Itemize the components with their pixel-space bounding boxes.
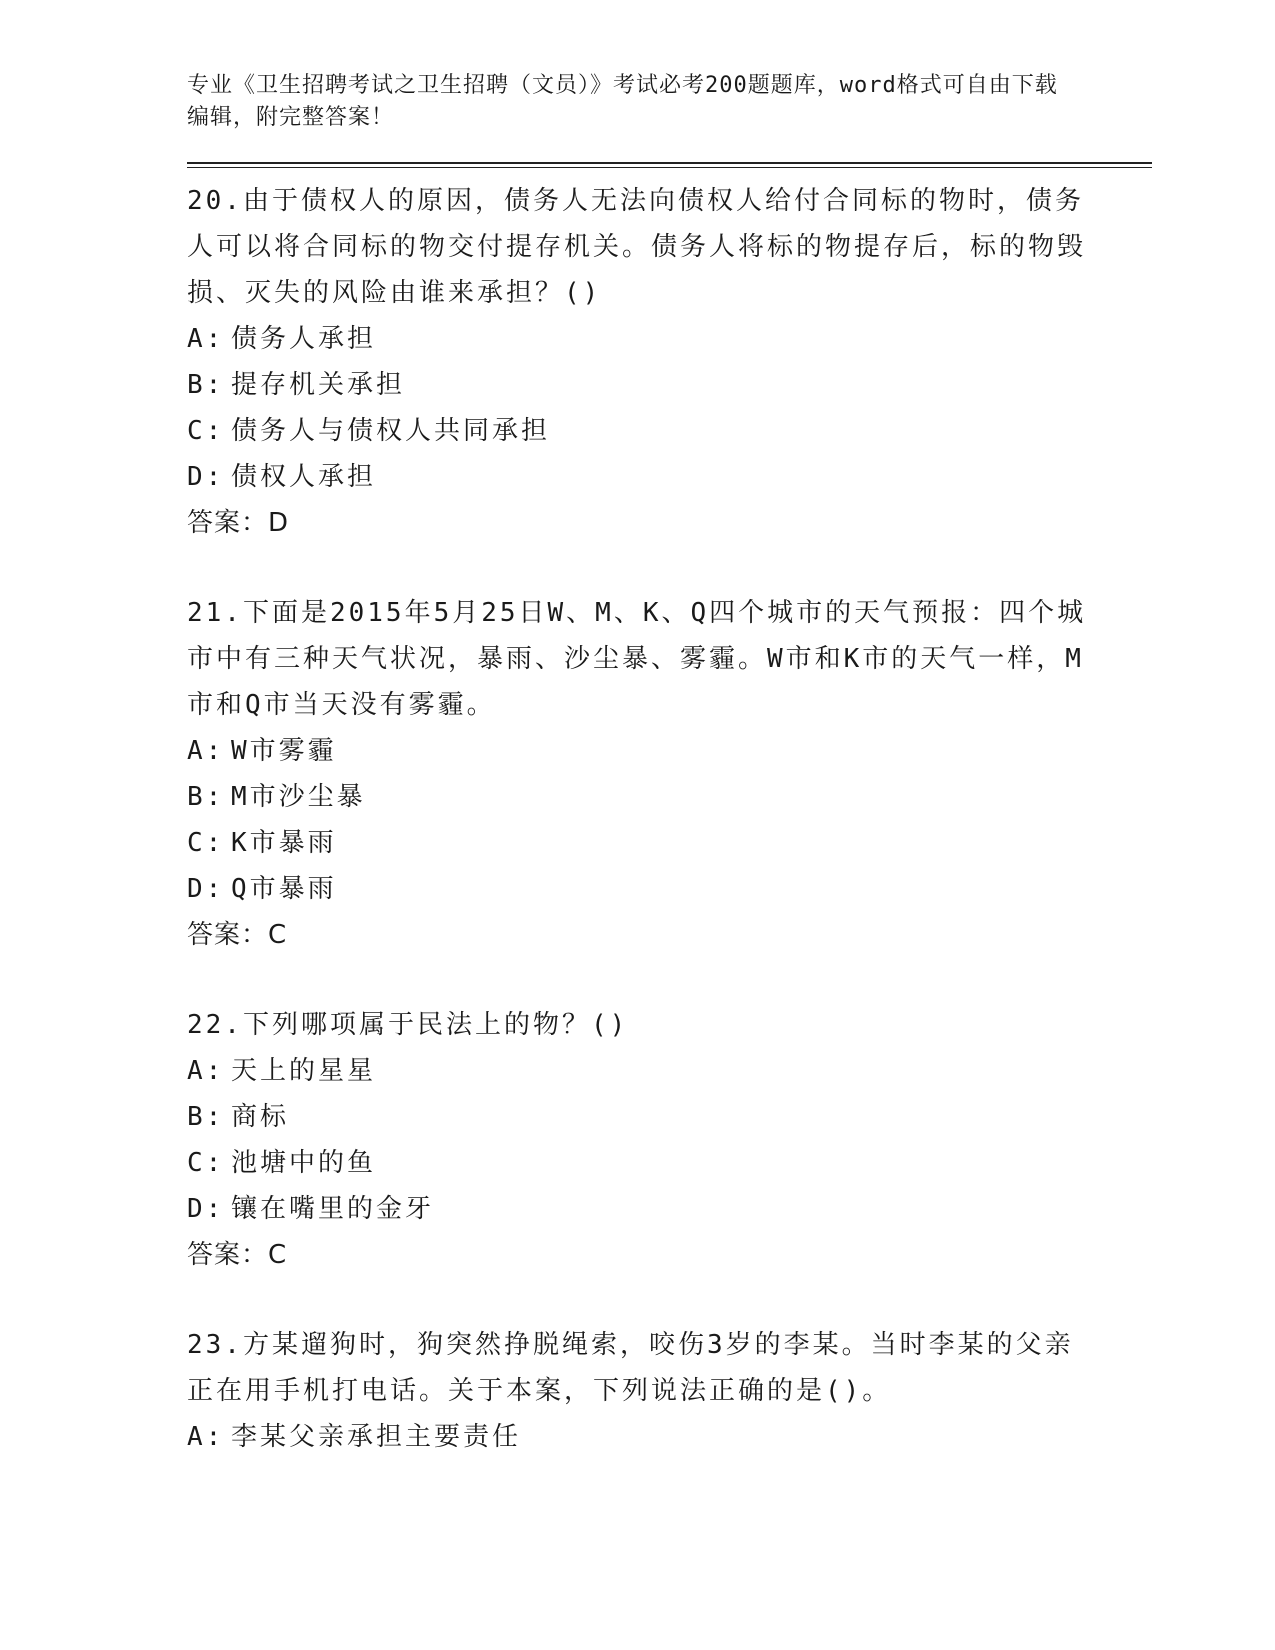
option-text: M市沙尘暴 xyxy=(231,782,366,812)
answer-line: 答案：D xyxy=(187,508,290,538)
option-a xyxy=(187,1048,1152,1094)
question-20 xyxy=(187,178,1152,546)
option-key: D: xyxy=(187,874,225,904)
option-a xyxy=(187,316,1152,362)
question-23 xyxy=(187,1322,1152,1460)
option-text: W市雾霾 xyxy=(231,736,337,766)
option-key: B: xyxy=(187,1102,225,1132)
option-key: D: xyxy=(187,1194,225,1224)
question-stem: 23.方某遛狗时，狗突然挣脱绳索，咬伤3岁的李某。当时李某的父亲正在用手机打电话。关于本案，下列说法正确的是()。 xyxy=(187,1330,1074,1406)
option-text: K市暴雨 xyxy=(231,828,337,858)
option-c xyxy=(187,820,1152,866)
question-21 xyxy=(187,590,1152,958)
option-key: A: xyxy=(187,736,225,766)
option-d xyxy=(187,454,1152,500)
option-key: D: xyxy=(187,462,225,492)
option-text: 池塘中的鱼 xyxy=(231,1148,377,1178)
option-c xyxy=(187,1140,1152,1186)
question-stem: 21.下面是2015年5月25日W、M、K、Q四个城市的天气预报：四个城市中有三种天气状况，暴雨、沙尘暴、雾霾。W市和K市的天气一样，M市和Q市当天没有雾霾。 xyxy=(187,598,1087,720)
option-c xyxy=(187,408,1152,454)
option-b xyxy=(187,362,1152,408)
document-header-title: 专业《卫生招聘考试之卫生招聘（文员）》考试必考200题题库，word格式可自由下载编辑，附完整答案！ xyxy=(187,73,1058,130)
option-text: 债务人承担 xyxy=(231,324,377,354)
answer-line: 答案：C xyxy=(187,1240,288,1270)
option-b xyxy=(187,774,1152,820)
question-stem: 22.下列哪项属于民法上的物？() xyxy=(187,1010,629,1040)
option-key: C: xyxy=(187,828,225,858)
option-b xyxy=(187,1094,1152,1140)
option-text: 商标 xyxy=(231,1102,290,1132)
option-key: A: xyxy=(187,1056,225,1086)
question-22 xyxy=(187,1002,1152,1278)
option-d xyxy=(187,1186,1152,1232)
answer-line: 答案：C xyxy=(187,920,288,950)
option-a xyxy=(187,728,1152,774)
document-page xyxy=(187,70,1152,1460)
option-key: A: xyxy=(187,324,225,354)
option-key: C: xyxy=(187,1148,225,1178)
option-key: C: xyxy=(187,416,225,446)
option-text: 债务人与债权人共同承担 xyxy=(231,416,551,446)
option-key: B: xyxy=(187,370,225,400)
option-a xyxy=(187,1414,1152,1460)
option-text: 天上的星星 xyxy=(231,1056,377,1086)
option-text: 提存机关承担 xyxy=(231,370,406,400)
option-text: 债权人承担 xyxy=(231,462,377,492)
option-key: A: xyxy=(187,1422,225,1452)
header-divider xyxy=(187,162,1152,168)
option-text: 李某父亲承担主要责任 xyxy=(231,1422,522,1452)
question-stem: 20.由于债权人的原因，债务人无法向债权人给付合同标的物时，债务人可以将合同标的物交付提存机关。债务人将标的物提存后，标的物毁损、灭失的风险由谁来承担？() xyxy=(187,186,1087,308)
option-text: Q市暴雨 xyxy=(231,874,337,904)
option-text: 镶在嘴里的金牙 xyxy=(231,1194,435,1224)
option-key: B: xyxy=(187,782,225,812)
option-d xyxy=(187,866,1152,912)
